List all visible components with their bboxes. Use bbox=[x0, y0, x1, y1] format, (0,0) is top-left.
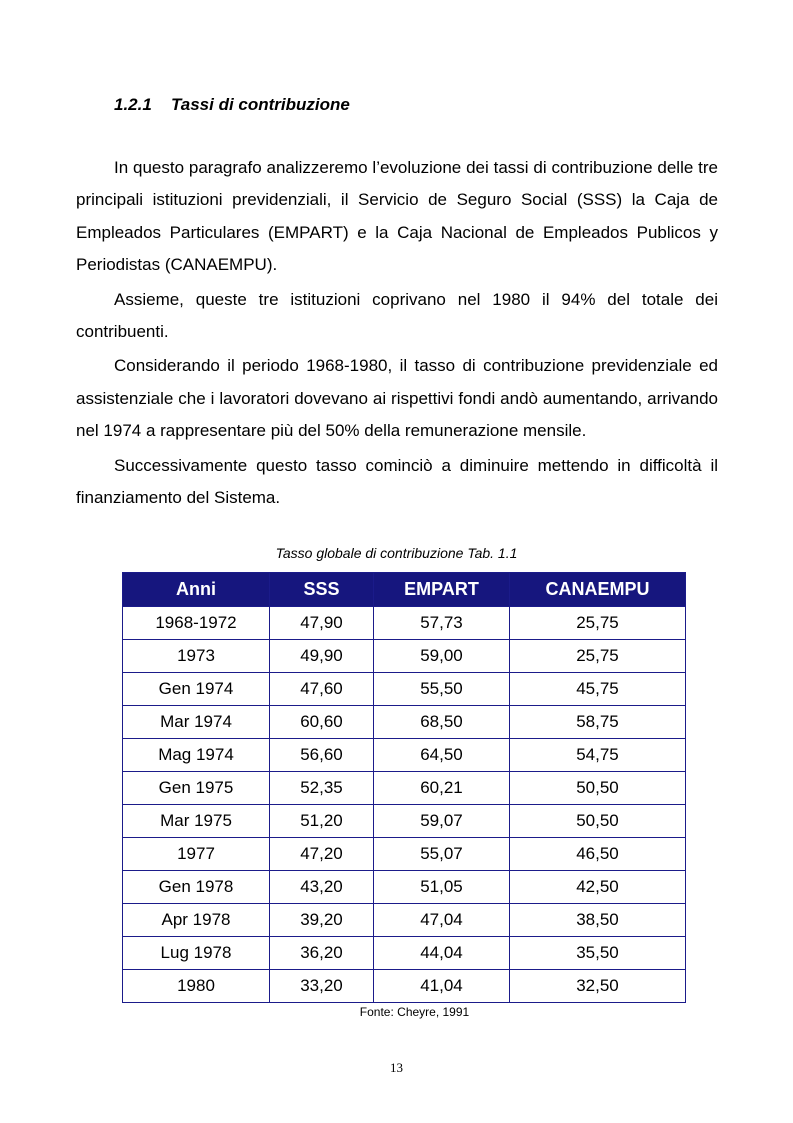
table-cell: 59,07 bbox=[374, 805, 510, 838]
table-caption: Tasso globale di contribuzione Tab. 1.1 bbox=[275, 545, 518, 561]
table-cell: 54,75 bbox=[510, 739, 686, 772]
table-cell: 56,60 bbox=[270, 739, 374, 772]
table-cell: 68,50 bbox=[374, 706, 510, 739]
column-header-sss: SSS bbox=[270, 573, 374, 607]
table-cell: 39,20 bbox=[270, 904, 374, 937]
paragraph: Successivamente questo tasso cominciò a diminuire mettendo in difficoltà il finanziamento del Sistema. bbox=[76, 455, 718, 508]
table-row bbox=[123, 607, 686, 640]
table-cell: 44,04 bbox=[374, 937, 510, 970]
table-row bbox=[123, 640, 686, 673]
table-row bbox=[123, 673, 686, 706]
table-row bbox=[123, 772, 686, 805]
table-cell: Gen 1974 bbox=[123, 673, 270, 706]
table-cell: 51,20 bbox=[270, 805, 374, 838]
section-title: Tassi di contribuzione bbox=[171, 95, 350, 114]
paragraph: In questo paragrafo analizzeremo l’evoluzione dei tassi di contribuzione delle tre principali istituzioni previdenziali, il Servicio de Seguro Social (SSS) la Caja de Empleados Particulares (EMPART) e la Caja Nacional de Empleados Publicos y Periodistas (CANAEMPU). bbox=[76, 158, 718, 275]
table-cell: Gen 1975 bbox=[123, 772, 270, 805]
contribution-table bbox=[122, 572, 686, 1003]
table-cell: 59,00 bbox=[374, 640, 510, 673]
table-row bbox=[123, 871, 686, 904]
table-cell: 1968-1972 bbox=[123, 607, 270, 640]
table-cell: 52,35 bbox=[270, 772, 374, 805]
table-header-row bbox=[123, 573, 686, 607]
table-cell: 51,05 bbox=[374, 871, 510, 904]
table-source: Fonte: Cheyre, 1991 bbox=[359, 1005, 470, 1019]
table-row bbox=[123, 904, 686, 937]
table-row bbox=[123, 739, 686, 772]
table-cell: 1977 bbox=[123, 838, 270, 871]
table-cell: 47,90 bbox=[270, 607, 374, 640]
column-header-anni: Anni bbox=[123, 573, 270, 607]
table-cell: 57,73 bbox=[374, 607, 510, 640]
table-row bbox=[123, 937, 686, 970]
table-cell: 1980 bbox=[123, 970, 270, 1003]
table-cell: 45,75 bbox=[510, 673, 686, 706]
table-body bbox=[123, 607, 686, 1003]
table-cell: 47,60 bbox=[270, 673, 374, 706]
table-row bbox=[123, 706, 686, 739]
table-cell: 64,50 bbox=[374, 739, 510, 772]
table-cell: 60,60 bbox=[270, 706, 374, 739]
table-cell: 50,50 bbox=[510, 772, 686, 805]
table-cell: 25,75 bbox=[510, 607, 686, 640]
table-cell: 38,50 bbox=[510, 904, 686, 937]
table-cell: 47,04 bbox=[374, 904, 510, 937]
table-cell: Mar 1974 bbox=[123, 706, 270, 739]
table-cell: 32,50 bbox=[510, 970, 686, 1003]
table-cell: Mag 1974 bbox=[123, 739, 270, 772]
table-cell: 58,75 bbox=[510, 706, 686, 739]
section-heading bbox=[114, 95, 350, 115]
table-cell: 41,04 bbox=[374, 970, 510, 1003]
table-cell: Mar 1975 bbox=[123, 805, 270, 838]
table-cell: 33,20 bbox=[270, 970, 374, 1003]
table-cell: 47,20 bbox=[270, 838, 374, 871]
table-cell: Apr 1978 bbox=[123, 904, 270, 937]
body-text bbox=[76, 152, 718, 516]
table-cell: 46,50 bbox=[510, 838, 686, 871]
table-row bbox=[123, 805, 686, 838]
table-cell: 36,20 bbox=[270, 937, 374, 970]
table-cell: 42,50 bbox=[510, 871, 686, 904]
table-cell: 1973 bbox=[123, 640, 270, 673]
section-number: 1.2.1 bbox=[114, 95, 152, 114]
table-cell: Gen 1978 bbox=[123, 871, 270, 904]
paragraph: Considerando il periodo 1968-1980, il tasso di contribuzione previdenziale ed assistenziale che i lavoratori dovevano ai rispettivi fondi andò aumentando, arrivando nel 1974 a rappresentare più del 50% della remunerazione mensile. bbox=[76, 356, 718, 441]
table-cell: 50,50 bbox=[510, 805, 686, 838]
column-header-empart: EMPART bbox=[374, 573, 510, 607]
table-cell: 35,50 bbox=[510, 937, 686, 970]
table-cell: 49,90 bbox=[270, 640, 374, 673]
paragraph: Assieme, queste tre istituzioni coprivano nel 1980 il 94% del totale dei contribuenti. bbox=[76, 289, 718, 342]
table-cell: Lug 1978 bbox=[123, 937, 270, 970]
table-cell: 25,75 bbox=[510, 640, 686, 673]
page-number: 13 bbox=[390, 1060, 403, 1075]
column-header-canaempu: CANAEMPU bbox=[510, 573, 686, 607]
table-row bbox=[123, 970, 686, 1003]
table-cell: 60,21 bbox=[374, 772, 510, 805]
table-cell: 43,20 bbox=[270, 871, 374, 904]
table-cell: 55,07 bbox=[374, 838, 510, 871]
table-cell: 55,50 bbox=[374, 673, 510, 706]
table-row bbox=[123, 838, 686, 871]
